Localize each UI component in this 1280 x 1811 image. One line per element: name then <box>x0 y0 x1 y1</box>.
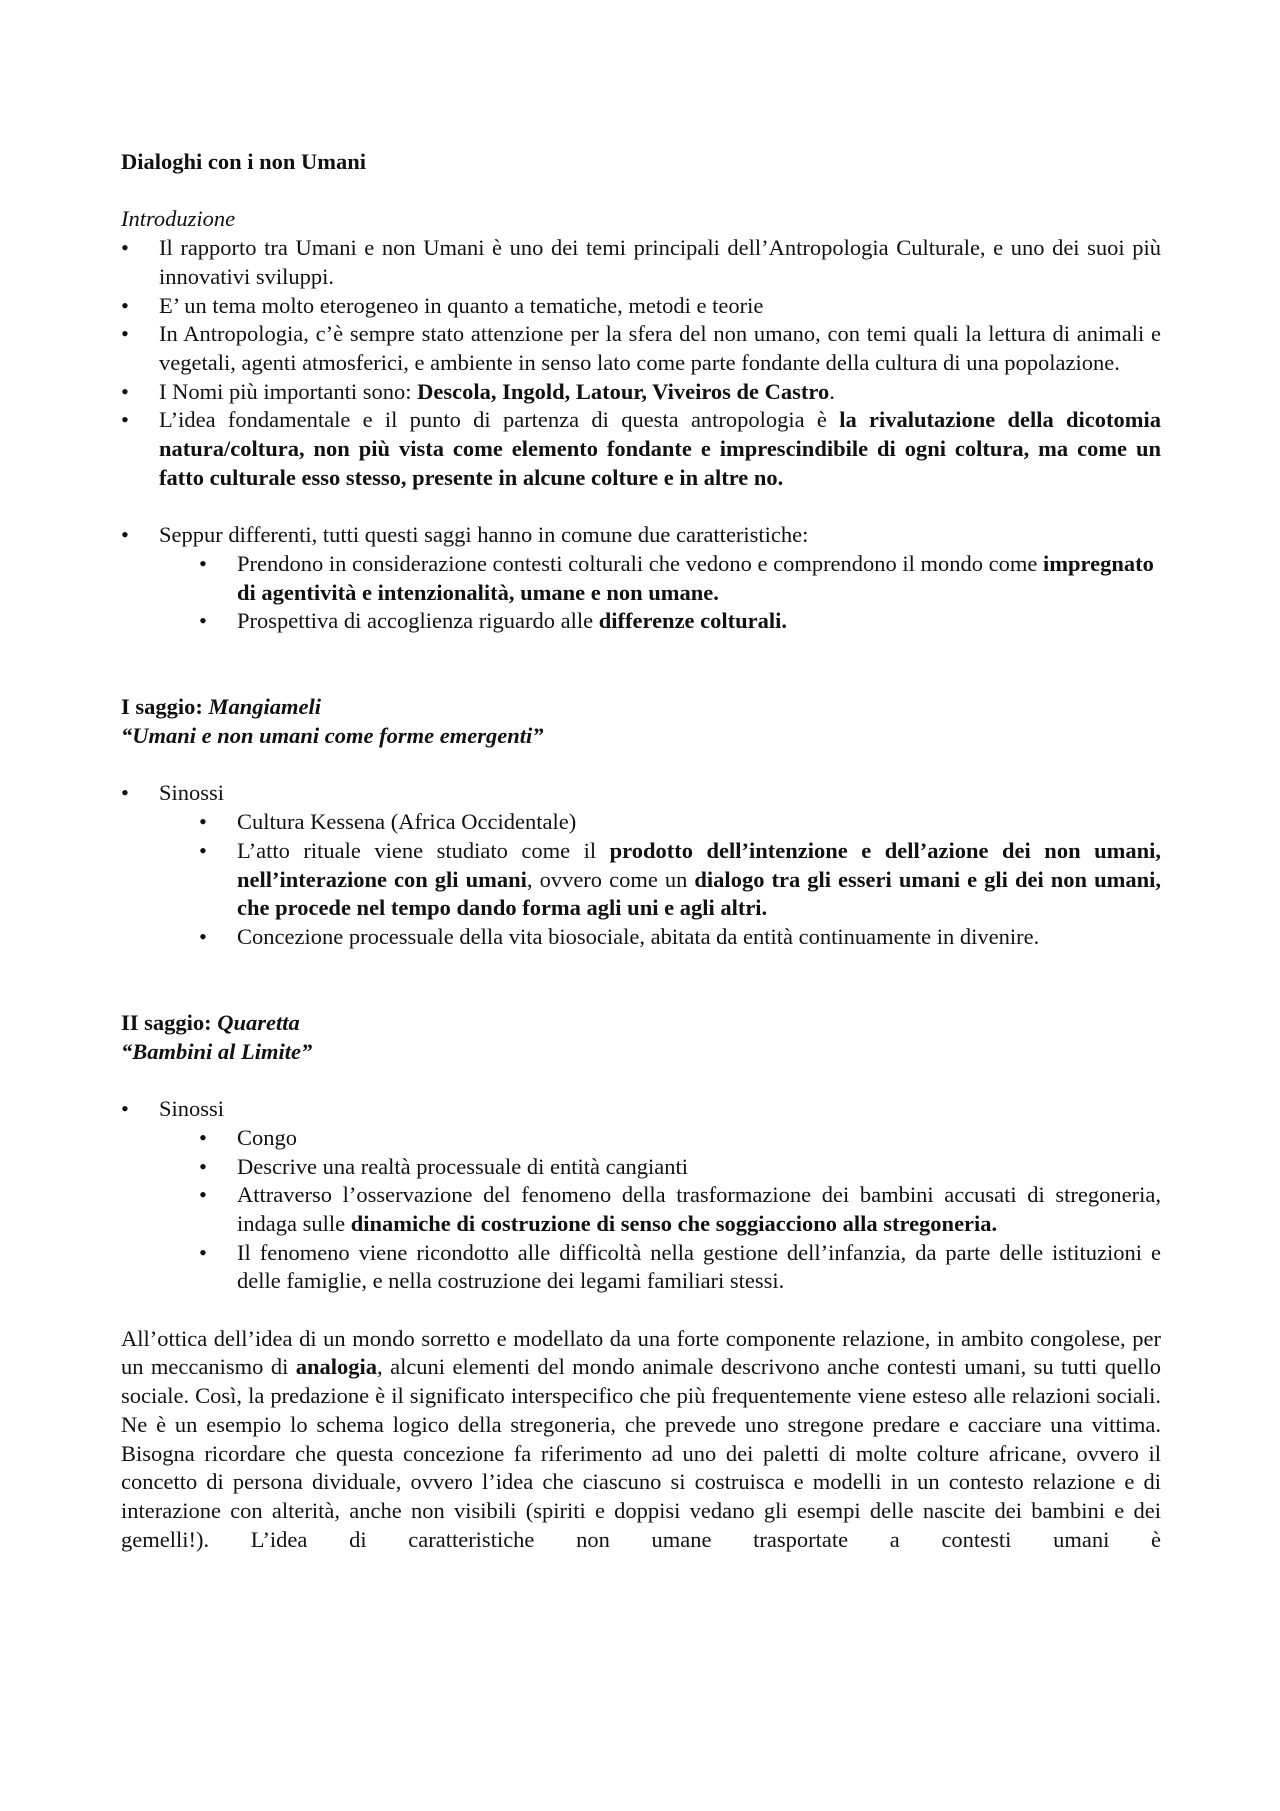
bullet-icon: • <box>199 550 207 576</box>
bullet-icon: • <box>199 837 207 863</box>
intro-heading: Introduzione <box>121 206 236 232</box>
bullet-icon: • <box>121 522 129 548</box>
document-title: Dialoghi con i non Umani <box>121 149 367 174</box>
sub-list-item: • Attraverso l’osservazione del fenomeno della trasformazione dei bambini accusati di stregoneria, indaga sulle dinamiche di costruzione di senso che soggiacciono alla stregoneria. <box>199 1182 1161 1236</box>
saggio2-subtitle: “Bambini al Limite” <box>121 1038 313 1064</box>
bullet-icon: • <box>199 809 207 835</box>
bullet-icon: • <box>199 1124 207 1150</box>
bullet-icon: • <box>121 235 129 261</box>
list-item: • I Nomi più importanti sono: Descola, Ingold, Latour, Viveiros de Castro. <box>121 378 1161 407</box>
intro-list <box>121 234 1161 492</box>
saggio1-list <box>121 779 1161 951</box>
saggio1-heading: I saggio: Mangiameli <box>121 694 322 720</box>
bullet-icon: • <box>121 780 129 806</box>
sub-list-item: • Cultura Kessena (Africa Occidentale) <box>121 808 1161 837</box>
characteristics-list <box>121 521 1161 636</box>
bullet-icon: • <box>121 407 129 433</box>
bullet-icon: • <box>121 292 129 318</box>
saggio2-list <box>121 1095 1161 1296</box>
bullet-icon: • <box>199 1239 207 1265</box>
sub-list-item: • Congo <box>121 1124 1161 1153</box>
sub-list-item: • Il fenomeno viene ricondotto alle difficoltà nella gestione dell’infanzia, da parte delle istituzioni e delle famiglie, e nella costruzione dei legami familiari stessi. <box>199 1239 1161 1294</box>
list-item: • Sinossi <box>121 779 1161 808</box>
sub-list-item: • Descrive una realtà processuale di entità cangianti <box>121 1153 1161 1182</box>
list-item: • L’idea fondamentale e il punto di partenza di questa antropologia è la rivalutazione della dicotomia natura/coltura, non più vista come elemento fondante e imprescindibile di ogni coltura, ma come un fatto culturale esso stesso, presente in alcune colture e in altre no. <box>121 407 1161 490</box>
list-item: • Seppur differenti, tutti questi saggi hanno in comune due caratteristiche: <box>121 521 1161 550</box>
bullet-icon: • <box>121 321 129 347</box>
list-item: • E’ un tema molto eterogeneo in quanto a tematiche, metodi e teorie <box>121 292 1161 321</box>
saggio1-subtitle: “Umani e non umani come forme emergenti” <box>121 723 544 749</box>
list-item: • Il rapporto tra Umani e non Umani è uno dei temi principali dell’Antropologia Culturale, e uno dei suoi più innovativi sviluppi. <box>121 235 1161 289</box>
bullet-icon: • <box>199 923 207 949</box>
sub-list-item: • Concezione processuale della vita biosociale, abitata da entità continuamente in divenire. <box>121 923 1161 952</box>
sub-list-item: • L’atto rituale viene studiato come il prodotto dell’intenzione e dell’azione dei non umani, nell’interazione con gli umani, ovvero come un dialogo tra gli esseri umani e gli dei non umani, che procede nel tempo dando forma agli uni e agli altri. <box>199 837 1161 921</box>
saggio2-heading: II saggio: Quaretta <box>121 1010 300 1036</box>
bullet-icon: • <box>121 378 129 404</box>
bullet-icon: • <box>199 1182 207 1208</box>
bullet-icon: • <box>199 1153 207 1179</box>
body-paragraph: All’ottica dell’idea di un mondo sorretto e modellato da una forte componente relazione, in ambito congolese, per un meccanismo di analogia, alcuni elementi del mondo animale descrivono anche contesti umani, su tutti quello sociale. Così, la predazione è il significato interspecifico che più frequentemente viene esteso alle relazioni sociali. Ne è un esempio lo schema logico della stregoneria, che prevede uno stregone predare e cacciare una vittima. Bisogna ricordare che questa concezione fa riferimento ad uno dei paletti di molte colture africane, ovvero il concetto di persona dividuale, ovvero l’idea che ciascuno si costruisca e modelli in un contesto relazione e di interazione con alterità, anche non visibili (spiriti e doppisi vedano gli esempi delle nascite dei bambini e dei gemelli!). L’idea di caratteristiche non umane trasportate a contesti umani è <box>121 1325 1161 1552</box>
bullet-icon: • <box>121 1096 129 1122</box>
sub-list-item: • Prospettiva di accoglienza riguardo alle differenze colturali. <box>121 607 1161 636</box>
sub-list-item: • Prendono in considerazione contesti colturali che vedono e comprendono il mondo come impregnato di agentività e intenzionalità, umane e non umane. <box>199 550 1154 605</box>
bullet-icon: • <box>199 608 207 634</box>
document-page <box>121 148 1161 1554</box>
list-item: • In Antropologia, c’è sempre stato attenzione per la sfera del non umano, con temi quali la lettura di animali e vegetali, agenti atmosferici, e ambiente in senso lato come parte fondante della cultura di una popolazione. <box>121 321 1161 375</box>
list-item: • Sinossi <box>121 1095 1161 1124</box>
